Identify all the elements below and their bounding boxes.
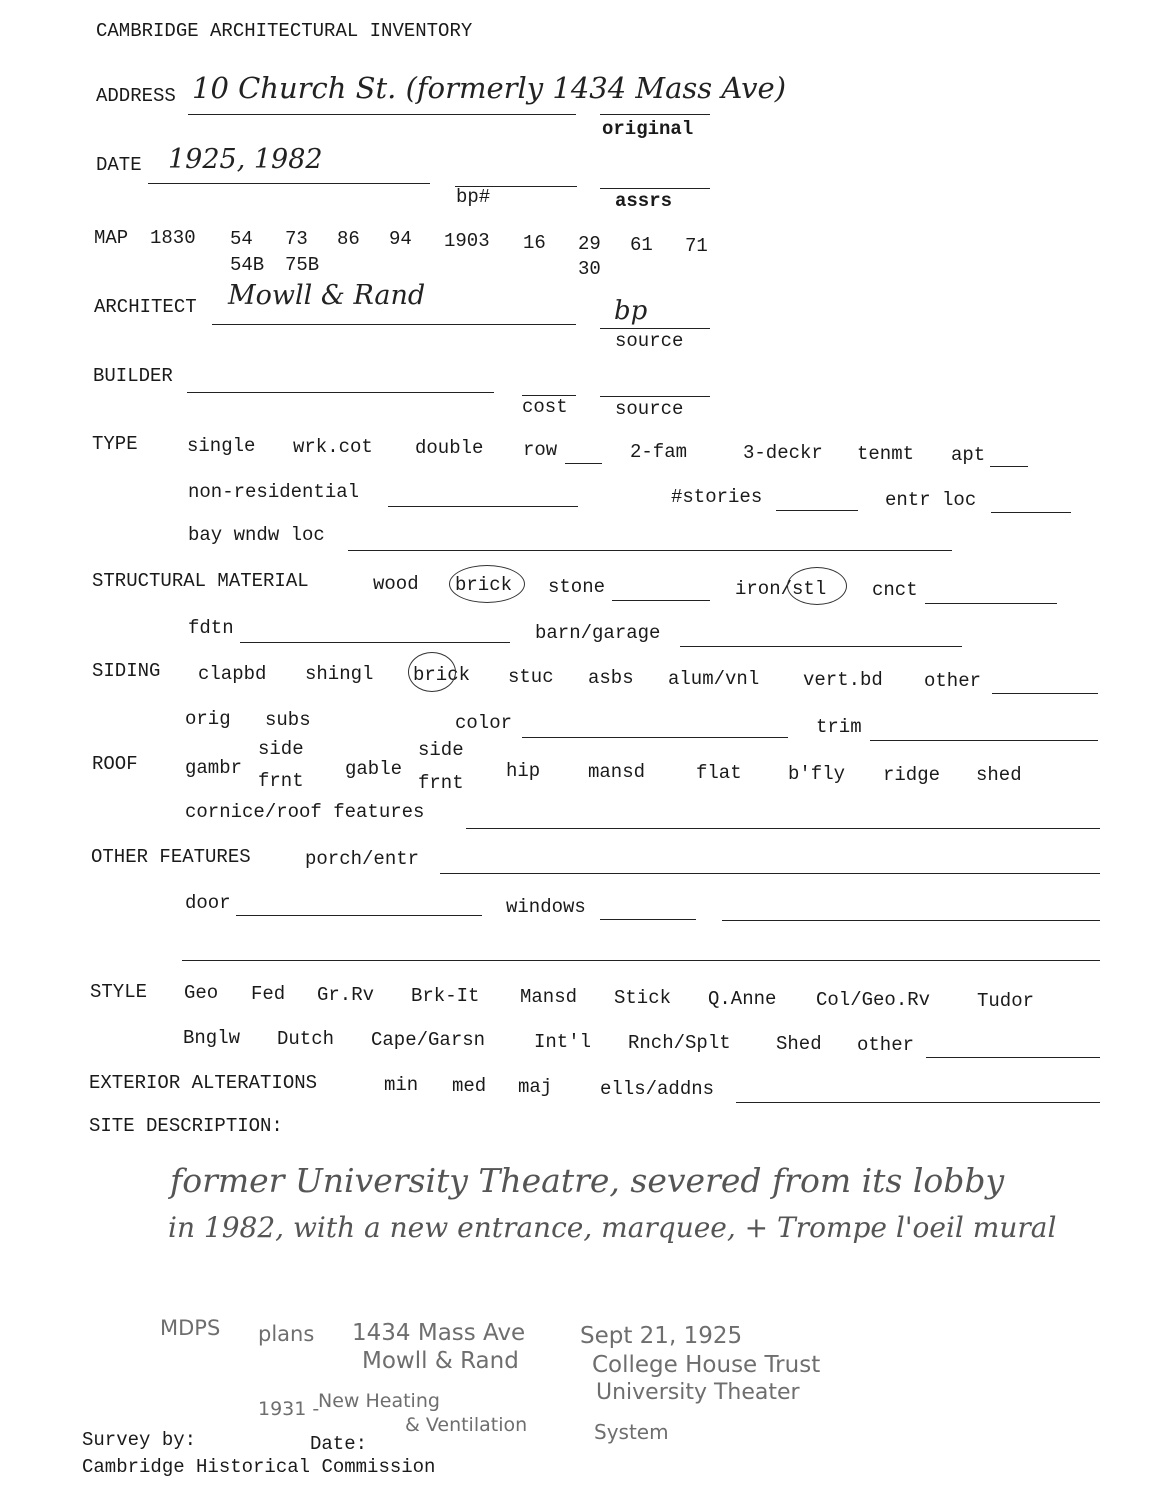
date-footer-label: Date:: [310, 1433, 368, 1455]
date-line: [148, 183, 430, 184]
roof-option: flat: [696, 762, 742, 784]
orig-label: orig: [185, 708, 231, 730]
door-line: [236, 915, 482, 916]
stories-line: [776, 510, 858, 511]
architect-source-line: [600, 328, 710, 329]
form-title: CAMBRIDGE ARCHITECTURAL INVENTORY: [96, 20, 473, 42]
selection-circle: [449, 565, 525, 603]
ells-addns-line: [736, 1102, 1100, 1103]
style-option: Rnch/Splt: [628, 1032, 731, 1054]
siding-label: SIDING: [92, 660, 161, 682]
architect-source-value: bp: [614, 296, 648, 326]
bay-wndw-loc-line: [348, 550, 952, 551]
exterior-label: EXTERIOR ALTERATIONS: [89, 1072, 318, 1094]
roof-label: ROOF: [92, 753, 138, 775]
style-option: Q.Anne: [708, 988, 777, 1010]
siding-option: vert.bd: [803, 669, 883, 691]
bay-wndw-loc-label: bay wndw loc: [188, 524, 325, 546]
other-features-label: OTHER FEATURES: [91, 846, 251, 868]
architect-line: [212, 324, 576, 325]
siding-option: asbs: [588, 667, 634, 689]
note-address: 1434 Mass Ave: [352, 1320, 526, 1346]
map-year: 30: [578, 258, 601, 280]
architect-source-label: source: [615, 330, 684, 352]
note-system: System: [594, 1420, 669, 1444]
original-line: [600, 114, 710, 115]
fdtn-label: fdtn: [188, 617, 234, 639]
stories-label: #stories: [671, 486, 763, 508]
structural-option: wood: [373, 573, 419, 595]
style-option: Brk-It: [411, 985, 480, 1007]
note-work-2: & Ventilation: [405, 1414, 528, 1436]
map-year: 73: [285, 228, 308, 250]
siding-option: alum/vnl: [668, 668, 760, 690]
type-option: 3-deckr: [743, 442, 823, 464]
exterior-option: maj: [518, 1076, 553, 1098]
style-label: STYLE: [90, 981, 148, 1003]
map-year: 54B: [230, 254, 265, 276]
type-option: row: [523, 439, 558, 461]
map-label: MAP: [94, 227, 129, 249]
structural-option: cnct: [872, 579, 918, 601]
entr-loc-label: entr loc: [885, 489, 977, 511]
site-description-line-2: in 1982, with a new entrance, marquee, + Trompe l'oeil mural: [168, 1211, 1057, 1244]
type-option: wrk.cot: [293, 436, 373, 458]
site-description-label: SITE DESCRIPTION:: [89, 1115, 283, 1137]
note-plans: plans: [258, 1322, 315, 1346]
original-label: original: [602, 118, 694, 140]
style-option: Fed: [251, 983, 286, 1005]
builder-source-line: [600, 396, 710, 397]
survey-by-label: Survey by:: [82, 1429, 197, 1451]
roof-option: gambr: [185, 757, 243, 779]
style-option: Mansd: [520, 986, 578, 1008]
siding-other-line: [992, 693, 1098, 694]
note-year: 1931 -: [258, 1398, 320, 1420]
style-option: Shed: [776, 1033, 822, 1055]
style-option: other: [857, 1034, 915, 1056]
siding-option-circled: brick: [413, 664, 471, 686]
note-architect: Mowll & Rand: [362, 1348, 519, 1374]
roof-option: mansd: [588, 761, 646, 783]
map-year: 1830: [150, 227, 196, 249]
note-mdps: MDPS: [160, 1316, 221, 1340]
assrs-line: [600, 188, 710, 189]
color-line: [522, 737, 788, 738]
siding-option: other: [924, 670, 982, 692]
roof-gable-frnt: frnt: [418, 772, 464, 794]
trim-line: [870, 740, 1098, 741]
structural-option: stone: [548, 576, 606, 598]
features-extra-line: [182, 960, 1100, 961]
porch-entr-line: [440, 873, 1100, 874]
structural-option-circled: iron/stl: [735, 578, 827, 600]
color-label: color: [455, 712, 513, 734]
architect-value: Mowll & Rand: [228, 280, 426, 311]
address-value: 10 Church St. (formerly 1434 Mass Ave): [192, 71, 787, 105]
builder-label: BUILDER: [93, 365, 173, 387]
style-option: Col/Geo.Rv: [816, 989, 931, 1011]
map-year: 75B: [285, 254, 320, 276]
type-option: 2-fam: [630, 441, 688, 463]
door-label: door: [185, 892, 231, 914]
trim-label: trim: [816, 716, 862, 738]
roof-option: ridge: [883, 764, 941, 786]
features-extra-line: [722, 920, 1100, 921]
type-option: apt: [951, 444, 986, 466]
roof-gable-side: side: [418, 739, 464, 761]
bp-label: bp#: [456, 186, 491, 208]
roof-gambr-side: side: [258, 738, 304, 760]
map-year: 16: [523, 232, 546, 254]
exterior-option: med: [452, 1075, 487, 1097]
cost-label: cost: [522, 396, 568, 418]
type-label: TYPE: [92, 433, 138, 455]
map-year: 86: [337, 228, 360, 250]
architect-label: ARCHITECT: [94, 296, 197, 318]
style-option: Tudor: [977, 990, 1035, 1012]
non-residential-label: non-residential: [188, 481, 360, 503]
note-theater-name: University Theater: [596, 1380, 800, 1405]
apt-line: [990, 466, 1028, 467]
siding-option: shingl: [305, 663, 374, 685]
style-option: Stick: [614, 987, 672, 1009]
style-option: Bnglw: [183, 1027, 241, 1049]
stone-line: [612, 600, 710, 601]
style-option: Dutch: [277, 1028, 335, 1050]
porch-entr-label: porch/entr: [305, 848, 420, 870]
structural-option-circled: brick: [455, 574, 513, 596]
structural-label: STRUCTURAL MATERIAL: [92, 570, 309, 592]
date-label: DATE: [96, 154, 142, 176]
style-option: Cape/Garsn: [371, 1029, 486, 1051]
date-value: 1925, 1982: [168, 144, 323, 175]
roof-option: gable: [345, 758, 403, 780]
subs-label: subs: [265, 709, 311, 731]
cnct-line: [925, 603, 1057, 604]
entr-loc-line: [991, 512, 1071, 513]
site-description-line-1: former University Theatre, severed from its lobby: [170, 1161, 1005, 1200]
roof-option: b'fly: [788, 763, 846, 785]
builder-line: [187, 392, 494, 393]
non-residential-line: [388, 506, 578, 507]
windows-line: [600, 919, 696, 920]
style-option: Int'l: [534, 1031, 592, 1053]
type-option: double: [415, 437, 484, 459]
commission-name: Cambridge Historical Commission: [82, 1456, 436, 1478]
assrs-label: assrs: [615, 190, 673, 212]
barn-garage-label: barn/garage: [535, 622, 661, 644]
builder-source-label: source: [615, 398, 684, 420]
address-label: ADDRESS: [96, 85, 176, 107]
note-owner: College House Trust: [592, 1352, 821, 1378]
map-year: 54: [230, 228, 253, 250]
selection-circle: [408, 652, 456, 692]
map-year: 29: [578, 233, 601, 255]
style-other-line: [926, 1057, 1100, 1058]
roof-gambr-frnt: frnt: [258, 770, 304, 792]
note-date: Sept 21, 1925: [580, 1323, 743, 1349]
roof-option: shed: [976, 764, 1022, 786]
address-line: [188, 114, 576, 115]
exterior-option: min: [384, 1074, 419, 1096]
roof-option: hip: [506, 760, 541, 782]
type-option: tenmt: [857, 443, 915, 465]
selection-circle: [787, 567, 847, 605]
siding-option: stuc: [508, 666, 554, 688]
ells-addns-label: ells/addns: [600, 1078, 715, 1100]
cornice-line: [466, 828, 1100, 829]
barn-garage-line: [680, 646, 962, 647]
map-year: 61: [630, 234, 653, 256]
note-work-1: New Heating: [318, 1390, 440, 1412]
map-year: 1903: [444, 230, 490, 252]
cornice-label: cornice/roof features: [185, 801, 425, 823]
map-year: 94: [389, 228, 412, 250]
row-line: [565, 463, 602, 464]
fdtn-line: [240, 642, 510, 643]
type-option: single: [187, 435, 256, 457]
style-option: Geo: [184, 982, 219, 1004]
siding-option: clapbd: [198, 663, 267, 685]
windows-label: windows: [506, 896, 586, 918]
map-year: 71: [685, 235, 708, 257]
style-option: Gr.Rv: [317, 984, 375, 1006]
